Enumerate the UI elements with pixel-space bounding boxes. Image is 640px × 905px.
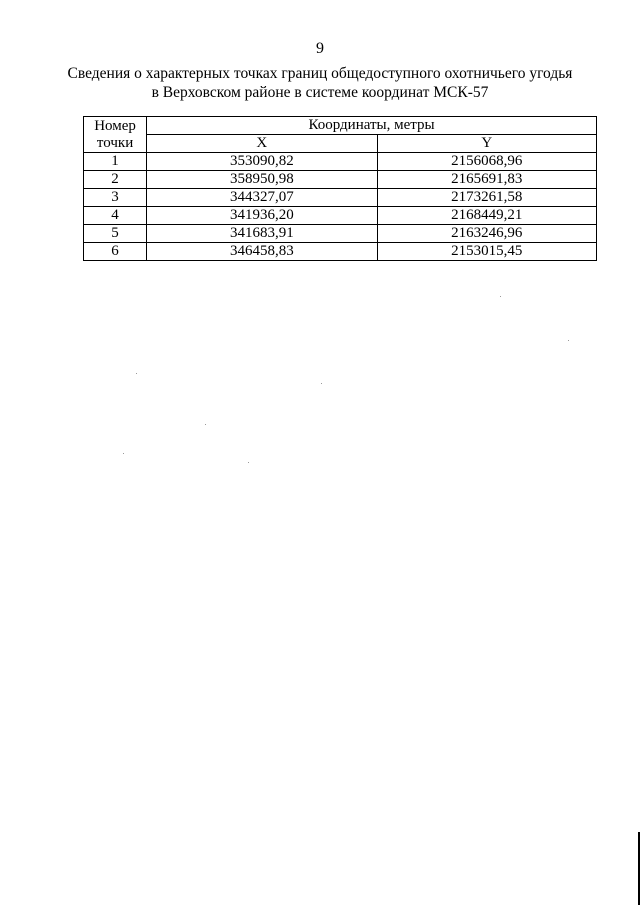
table-row xyxy=(84,189,597,207)
y-coordinate-cell: 2163246,96 xyxy=(377,225,596,243)
x-coordinate-cell: 341683,91 xyxy=(147,225,377,243)
table-row xyxy=(84,225,597,243)
x-coordinate-cell: 358950,98 xyxy=(147,171,377,189)
x-coordinate-cell: 341936,20 xyxy=(147,207,377,225)
table-row xyxy=(84,153,597,171)
scan-speck xyxy=(568,340,569,341)
scan-speck xyxy=(321,383,322,384)
point-number-cell: 6 xyxy=(84,243,147,261)
table-row xyxy=(84,171,597,189)
y-coordinate-cell: 2168449,21 xyxy=(377,207,596,225)
point-number-cell: 2 xyxy=(84,171,147,189)
point-number-header-line-2: точки xyxy=(96,134,134,151)
table-row xyxy=(84,207,597,225)
scan-speck xyxy=(500,296,501,297)
point-number-cell: 5 xyxy=(84,225,147,243)
y-coordinate-cell: 2165691,83 xyxy=(377,171,596,189)
table-subheader-row xyxy=(84,135,597,153)
y-coordinate-cell: 2156068,96 xyxy=(377,153,596,171)
point-number-header-line-1: Номер xyxy=(94,117,136,134)
point-number-cell: 4 xyxy=(84,207,147,225)
point-number-header xyxy=(84,117,147,153)
scan-speck xyxy=(123,453,124,454)
y-coordinate-cell: 2173261,58 xyxy=(377,189,596,207)
scan-speck xyxy=(248,462,249,463)
scan-speck xyxy=(136,373,137,374)
page-number: 9 xyxy=(316,40,324,57)
coordinates-header: Координаты, метры xyxy=(147,117,597,135)
scan-speck xyxy=(205,424,206,425)
heading-line-2: в Верховском районе в системе координат МСК-57 xyxy=(151,84,489,101)
x-coordinate-cell: 344327,07 xyxy=(147,189,377,207)
table-header-row xyxy=(84,117,597,135)
coordinates-table xyxy=(83,116,597,261)
point-number-cell: 3 xyxy=(84,189,147,207)
point-number-cell: 1 xyxy=(84,153,147,171)
table-row xyxy=(84,243,597,261)
heading-line-1: Сведения о характерных точках границ общедоступного охотничьего угодья xyxy=(67,65,573,82)
x-coordinate-cell: 346458,83 xyxy=(147,243,377,261)
x-column-header: X xyxy=(147,135,377,153)
document-heading xyxy=(0,64,640,102)
y-column-header: Y xyxy=(377,135,596,153)
x-coordinate-cell: 353090,82 xyxy=(147,153,377,171)
y-coordinate-cell: 2153015,45 xyxy=(377,243,596,261)
